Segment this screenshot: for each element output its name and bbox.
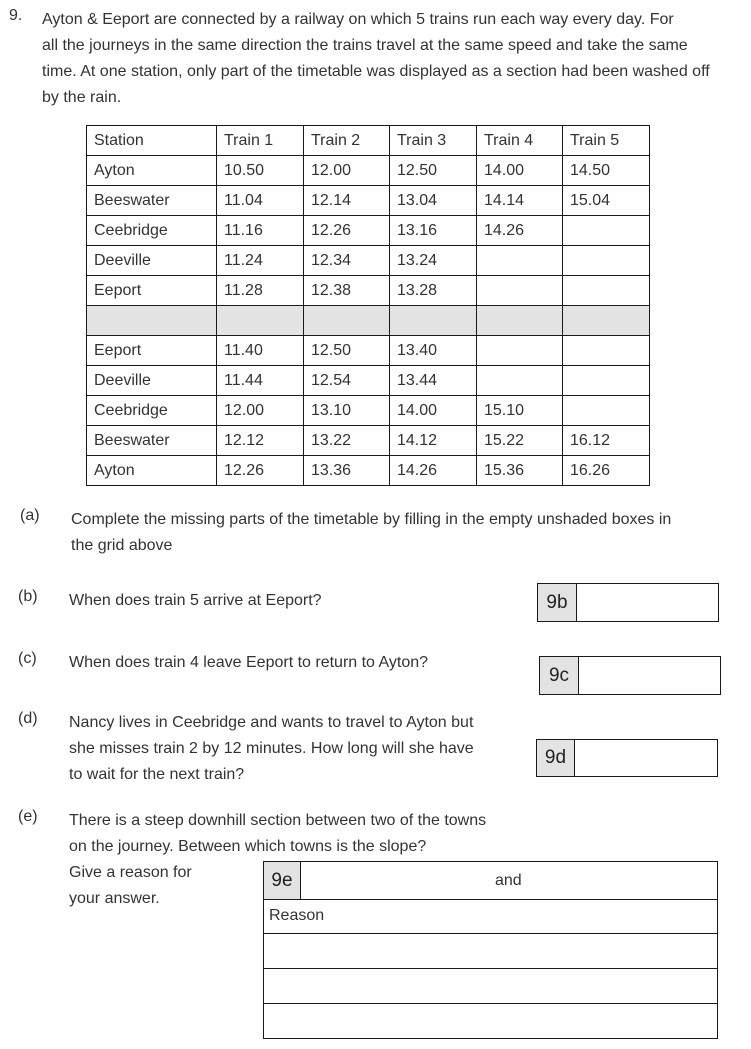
time-cell: 14.14 bbox=[477, 186, 563, 216]
time-cell: 10.50 bbox=[217, 156, 304, 186]
time-cell: 13.10 bbox=[304, 396, 390, 426]
part-e-subline: Give a reason for bbox=[69, 864, 192, 881]
header-cell: Train 5 bbox=[563, 126, 650, 156]
empty-time-cell[interactable] bbox=[563, 336, 650, 366]
answer-tag-9d: 9d bbox=[537, 740, 575, 776]
empty-time-cell[interactable] bbox=[477, 336, 563, 366]
table-row bbox=[87, 156, 650, 186]
answer-tag-9e: 9e bbox=[264, 862, 301, 899]
table-row bbox=[87, 396, 650, 426]
time-cell: 14.26 bbox=[390, 456, 477, 486]
shaded-cell bbox=[304, 306, 390, 336]
time-cell: 15.36 bbox=[477, 456, 563, 486]
part-e-subtext bbox=[69, 860, 249, 912]
empty-time-cell[interactable] bbox=[477, 366, 563, 396]
header-cell: Station bbox=[87, 126, 217, 156]
table-row bbox=[87, 456, 650, 486]
empty-time-cell[interactable] bbox=[477, 276, 563, 306]
station-cell: Eeport bbox=[87, 276, 217, 306]
time-cell: 14.12 bbox=[390, 426, 477, 456]
shaded-cell bbox=[390, 306, 477, 336]
part-d-label: (d) bbox=[18, 710, 38, 727]
shaded-cell bbox=[87, 306, 217, 336]
part-a-line: Complete the missing parts of the timetable by filling in the empty unshaded boxes in bbox=[71, 511, 672, 528]
table-row bbox=[87, 216, 650, 246]
stem-line: all the journeys in the same direction the trains travel at the same speed and take the same bbox=[42, 37, 688, 54]
question-stem bbox=[42, 7, 748, 111]
time-cell: 12.26 bbox=[304, 216, 390, 246]
shaded-cell bbox=[563, 306, 650, 336]
time-cell: 12.14 bbox=[304, 186, 390, 216]
time-cell: 12.12 bbox=[217, 426, 304, 456]
time-cell: 14.00 bbox=[390, 396, 477, 426]
reason-line[interactable] bbox=[264, 934, 717, 969]
shaded-cell bbox=[217, 306, 304, 336]
part-e-line: There is a steep downhill section between two of the towns bbox=[69, 812, 487, 829]
time-cell: 13.44 bbox=[390, 366, 477, 396]
time-cell: 15.04 bbox=[563, 186, 650, 216]
time-cell: 14.00 bbox=[477, 156, 563, 186]
reason-line[interactable] bbox=[264, 1004, 717, 1038]
shaded-cell bbox=[477, 306, 563, 336]
time-cell: 11.16 bbox=[217, 216, 304, 246]
table-row bbox=[87, 186, 650, 216]
time-cell: 12.00 bbox=[217, 396, 304, 426]
time-cell: 12.50 bbox=[304, 336, 390, 366]
station-cell: Deeville bbox=[87, 366, 217, 396]
part-d-line: to wait for the next train? bbox=[69, 766, 245, 783]
header-cell: Train 4 bbox=[477, 126, 563, 156]
stem-line: by the rain. bbox=[42, 89, 122, 106]
time-cell: 14.26 bbox=[477, 216, 563, 246]
time-cell: 13.16 bbox=[390, 216, 477, 246]
time-cell: 11.04 bbox=[217, 186, 304, 216]
time-cell: 12.54 bbox=[304, 366, 390, 396]
empty-time-cell[interactable] bbox=[563, 276, 650, 306]
header-cell: Train 3 bbox=[390, 126, 477, 156]
part-d-text bbox=[69, 710, 509, 788]
time-cell: 12.00 bbox=[304, 156, 390, 186]
answer-tag-9b: 9b bbox=[538, 584, 577, 621]
part-c-label: (c) bbox=[18, 650, 37, 667]
answer-box-9d[interactable] bbox=[536, 739, 718, 777]
time-cell: 12.50 bbox=[390, 156, 477, 186]
time-cell: 15.10 bbox=[477, 396, 563, 426]
timetable bbox=[86, 125, 650, 486]
table-row bbox=[87, 366, 650, 396]
table-row bbox=[87, 276, 650, 306]
table-row bbox=[87, 246, 650, 276]
and-label: and bbox=[495, 872, 522, 889]
shaded-separator-row bbox=[87, 306, 650, 336]
time-cell: 16.12 bbox=[563, 426, 650, 456]
time-cell: 13.22 bbox=[304, 426, 390, 456]
time-cell: 13.04 bbox=[390, 186, 477, 216]
empty-time-cell[interactable] bbox=[477, 246, 563, 276]
time-cell: 12.26 bbox=[217, 456, 304, 486]
question-number: 9. bbox=[9, 7, 23, 24]
empty-time-cell[interactable] bbox=[563, 216, 650, 246]
reason-label: Reason bbox=[269, 907, 325, 924]
part-d-line: Nancy lives in Ceebridge and wants to travel to Ayton but bbox=[69, 714, 474, 731]
reason-row[interactable] bbox=[264, 900, 717, 934]
station-cell: Ceebridge bbox=[87, 216, 217, 246]
time-cell: 11.28 bbox=[217, 276, 304, 306]
answer-box-9b[interactable] bbox=[537, 583, 719, 622]
station-cell: Beeswater bbox=[87, 186, 217, 216]
station-cell: Ayton bbox=[87, 156, 217, 186]
time-cell: 13.36 bbox=[304, 456, 390, 486]
part-e-line: on the journey. Between which towns is the slope? bbox=[69, 838, 427, 855]
header-cell: Train 1 bbox=[217, 126, 304, 156]
towns-answer-row[interactable] bbox=[264, 862, 717, 900]
answer-box-9e bbox=[263, 861, 718, 1039]
part-a-text bbox=[71, 507, 743, 559]
time-cell: 12.38 bbox=[304, 276, 390, 306]
part-a-label: (a) bbox=[20, 507, 40, 524]
time-cell: 13.40 bbox=[390, 336, 477, 366]
header-cell: Train 2 bbox=[304, 126, 390, 156]
reason-line[interactable] bbox=[264, 969, 717, 1004]
time-cell: 13.24 bbox=[390, 246, 477, 276]
answer-box-9c[interactable] bbox=[539, 656, 721, 695]
station-cell: Beeswater bbox=[87, 426, 217, 456]
answer-tag-9c: 9c bbox=[540, 657, 579, 694]
empty-time-cell[interactable] bbox=[563, 396, 650, 426]
part-e-subline: your answer. bbox=[69, 890, 160, 907]
part-b-text: When does train 5 arrive at Eeport? bbox=[69, 592, 322, 609]
time-cell: 11.40 bbox=[217, 336, 304, 366]
part-c-text: When does train 4 leave Eeport to return to Ayton? bbox=[69, 654, 429, 671]
empty-time-cell[interactable] bbox=[563, 246, 650, 276]
part-e-label: (e) bbox=[18, 808, 38, 825]
station-cell: Deeville bbox=[87, 246, 217, 276]
table-row bbox=[87, 336, 650, 366]
station-cell: Ceebridge bbox=[87, 396, 217, 426]
time-cell: 15.22 bbox=[477, 426, 563, 456]
time-cell: 14.50 bbox=[563, 156, 650, 186]
table-row bbox=[87, 426, 650, 456]
time-cell: 16.26 bbox=[563, 456, 650, 486]
station-cell: Ayton bbox=[87, 456, 217, 486]
part-b-label: (b) bbox=[18, 588, 38, 605]
station-cell: Eeport bbox=[87, 336, 217, 366]
part-d-line: she misses train 2 by 12 minutes. How long will she have bbox=[69, 740, 474, 757]
stem-line: time. At one station, only part of the timetable was displayed as a section had been washed off bbox=[42, 63, 710, 80]
part-a-line: the grid above bbox=[71, 537, 173, 554]
empty-time-cell[interactable] bbox=[563, 366, 650, 396]
time-cell: 12.34 bbox=[304, 246, 390, 276]
time-cell: 11.44 bbox=[217, 366, 304, 396]
time-cell: 11.24 bbox=[217, 246, 304, 276]
stem-line: Ayton & Eeport are connected by a railway on which 5 trains run each way every day. For bbox=[42, 11, 674, 28]
timetable-header-row bbox=[87, 126, 650, 156]
part-e-text bbox=[69, 808, 529, 860]
time-cell: 13.28 bbox=[390, 276, 477, 306]
